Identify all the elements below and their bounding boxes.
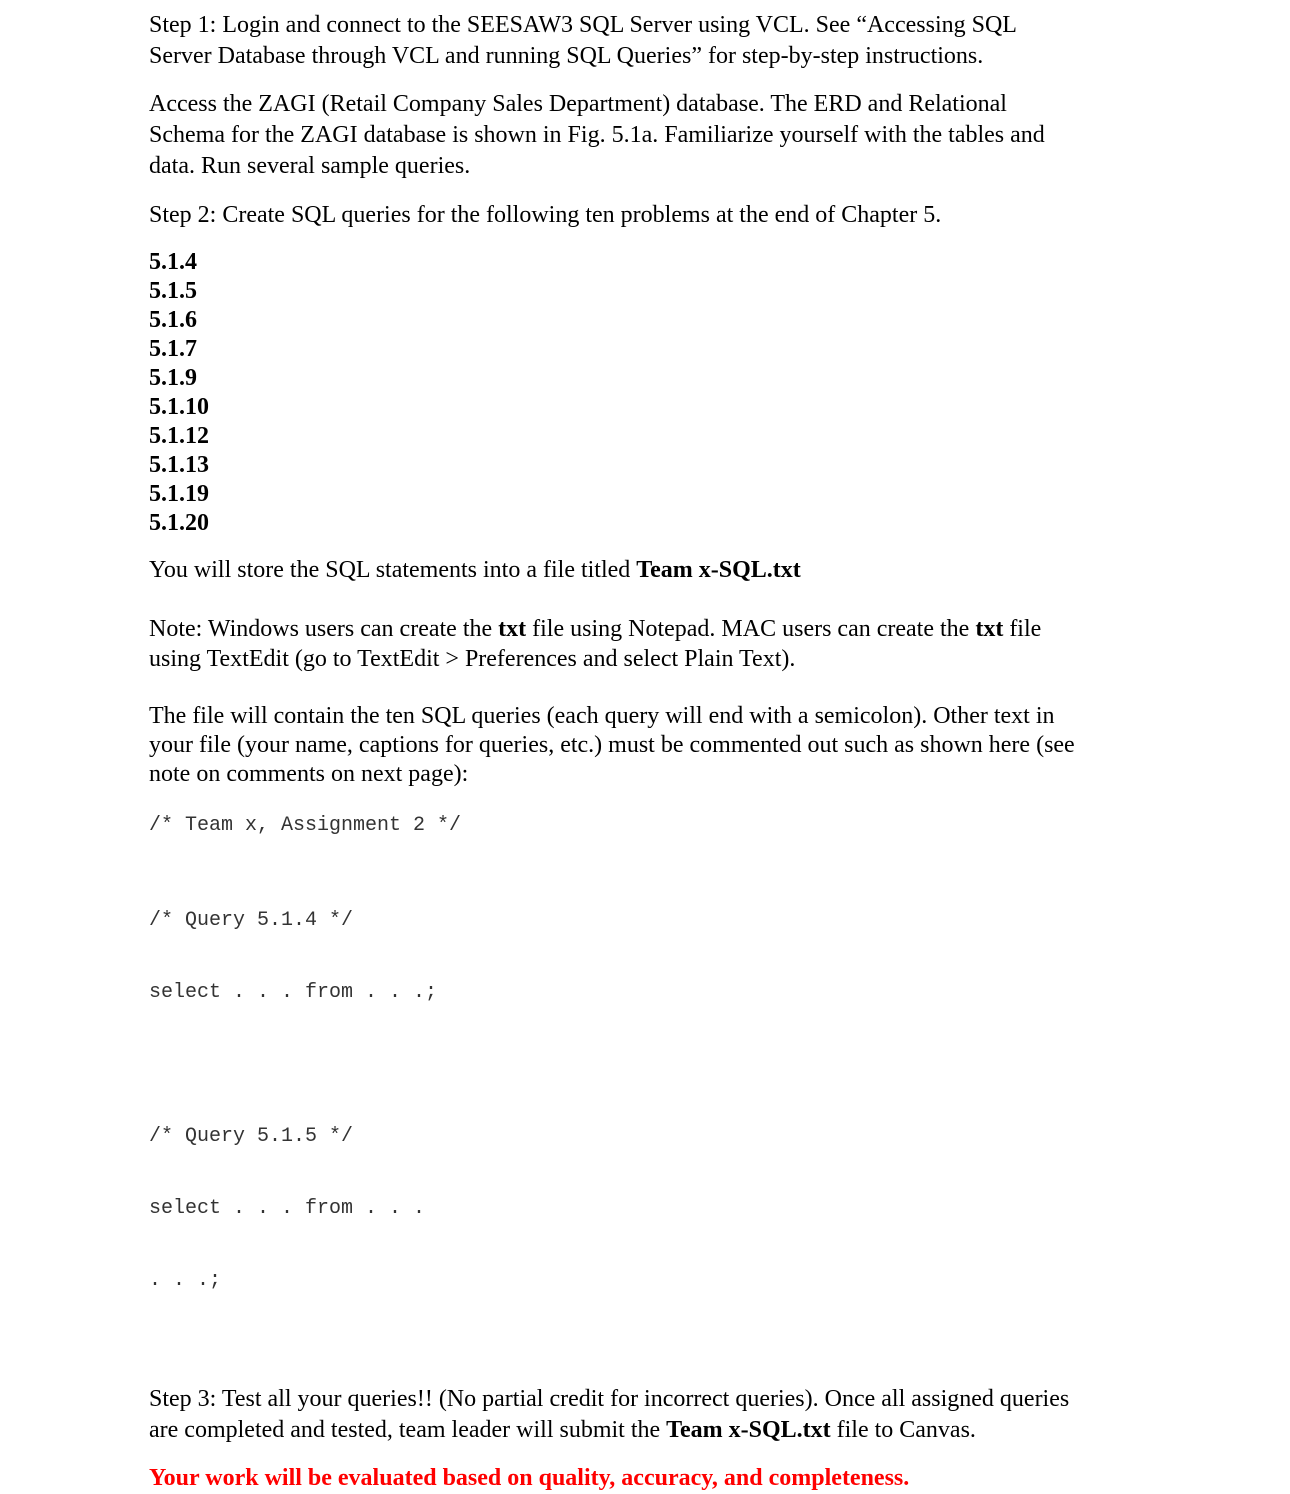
problem-item: 5.1.10 [149, 394, 209, 420]
code-block-header: /* Team x, Assignment 2 */ [149, 814, 462, 837]
note-part2: file using Notepad. MAC users can create the [526, 616, 976, 642]
step2-paragraph: Step 2: Create SQL queries for the following ten problems at the end of Chapter 5. [149, 202, 942, 228]
step3-filename: Team x-SQL.txt [666, 1417, 831, 1443]
store-filename: Team x-SQL.txt [636, 557, 801, 583]
store-text: You will store the SQL statements into a file titled [149, 557, 637, 583]
problem-item: 5.1.9 [149, 365, 197, 391]
step3-part2: are completed and tested, team leader will submit the [149, 1417, 667, 1443]
filedesc-line2: your file (your name, captions for queries, etc.) must be commented out such as shown here (see [149, 732, 1075, 758]
problem-item: 5.1.6 [149, 307, 197, 333]
filedesc-line1: The file will contain the ten SQL queries (each query will end with a semicolon). Other text in [149, 703, 1055, 729]
code-statement: select . . . from . . . [149, 1197, 426, 1220]
document-page [149, 10, 1149, 1494]
problem-item: 5.1.4 [149, 249, 197, 275]
note-txt2: txt [975, 616, 1004, 642]
step3-part3: file to Canvas. [830, 1417, 976, 1443]
code-statement: select . . . from . . .; [149, 981, 438, 1004]
evaluation-note: Your work will be evaluated based on quality, accuracy, and completeness. [149, 1465, 910, 1491]
store-paragraph [149, 555, 1149, 586]
problem-list [149, 248, 1149, 538]
note-part3: file [1003, 616, 1042, 642]
note-part1: Note: Windows users can create the [149, 616, 499, 642]
step3-paragraph [149, 1384, 1149, 1446]
problem-item: 5.1.7 [149, 336, 197, 362]
access-line2: Schema for the ZAGI database is shown in Fig. 5.1a. Familiarize yourself with the tables and [149, 122, 1045, 148]
note-line2: using TextEdit (go to TextEdit > Preferences and select Plain Text). [149, 646, 796, 672]
code-statement-continued: . . .; [149, 1269, 222, 1292]
access-line1: Access the ZAGI (Retail Company Sales Department) database. The ERD and Relational [149, 91, 1007, 117]
note-paragraph [149, 614, 1149, 674]
problem-item: 5.1.12 [149, 423, 209, 449]
filedesc-paragraph [149, 702, 1149, 789]
code-comment: /* Query 5.1.5 */ [149, 1125, 354, 1148]
problem-item: 5.1.20 [149, 510, 209, 536]
problem-item: 5.1.19 [149, 481, 209, 507]
step3-line2 [149, 1415, 1149, 1446]
step3-line1: Step 3: Test all your queries!! (No partial credit for incorrect queries). Once all assigned queries [149, 1386, 1070, 1412]
access-paragraph [149, 89, 1149, 182]
problem-item: 5.1.13 [149, 452, 209, 478]
problem-item: 5.1.5 [149, 278, 197, 304]
code-block-query-2 [149, 1077, 1149, 1341]
access-line3: data. Run several sample queries. [149, 153, 471, 179]
code-comment: /* Query 5.1.4 */ [149, 909, 354, 932]
step1-paragraph [149, 10, 1149, 72]
filedesc-line3: note on comments on next page): [149, 761, 469, 787]
step1-line1: Step 1: Login and connect to the SEESAW3 SQL Server using VCL. See “Accessing SQL [149, 12, 1017, 38]
note-line1 [149, 614, 1149, 644]
code-block-query-1 [149, 861, 1149, 1053]
note-txt1: txt [498, 616, 527, 642]
step1-line2: Server Database through VCL and running SQL Queries” for step-by-step instructions. [149, 43, 984, 69]
